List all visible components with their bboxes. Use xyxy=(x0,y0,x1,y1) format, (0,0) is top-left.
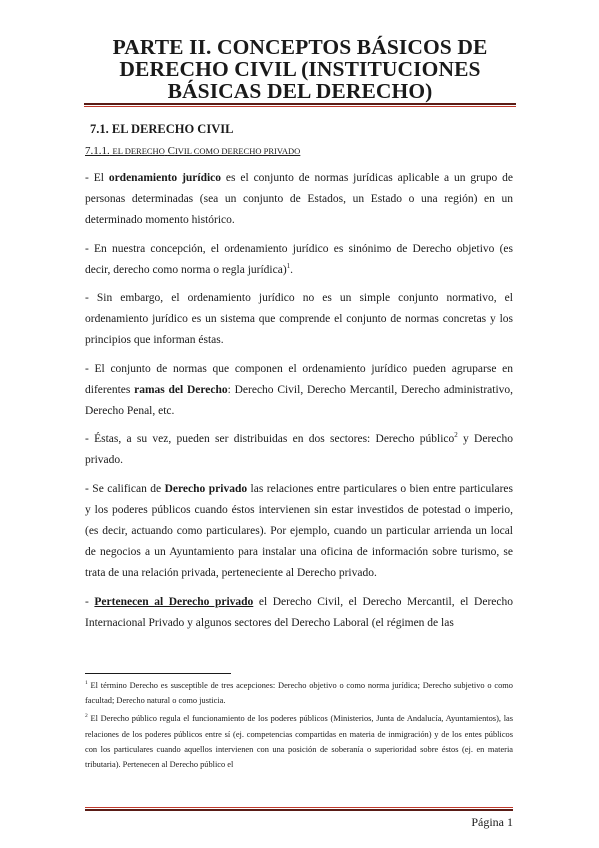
paragraph-6-text-c: las relaciones entre particulares o bien entre particulares y los poderes públicos cuando éstos intervienen sin estar investidos de potestad o imperio, (es decir, actuando como particulares). Por ejemplo, cuando un particular arrienda un local de negocios a un Ayuntamiento para instalar una oficina de información sobre turismo, se trata de una relación privada, perteneciente al Derecho privado. xyxy=(85,482,513,580)
body-text xyxy=(85,168,513,641)
footnote-2-text: El Derecho público regula el funcionamiento de los poderes públicos (Ministerios, Junta de Andalucía, Ayuntamientos), las relaciones de los poderes públicos entre sí (ej. competencias compartidas en materia de inmigración) y de los entes públicos con los particulares cuando aquellos intervienen con una posición de soberanía o superioridad sobre éstos (ej. en materia tributaria). Pertenecen al Derecho público el xyxy=(85,714,513,770)
footer-divider-red xyxy=(85,807,513,808)
page-title xyxy=(60,36,540,102)
section-heading: 7.1. EL DERECHO CIVIL xyxy=(90,122,234,136)
paragraph-4 xyxy=(85,359,513,423)
title-divider-dark xyxy=(84,103,516,105)
footnote-ref-2[interactable]: 2 xyxy=(454,431,458,440)
paragraph-2-text-b: . xyxy=(290,263,294,276)
paragraph-7-text-c: el Derecho Civil, el Derecho Mercantil, el Derecho Internacional Privado y algunos sectores del Derecho Laboral (el régimen de las xyxy=(85,595,514,629)
paragraph-4-text-c: : Derecho Civil, Derecho Mercantil, Derecho administrativo, Derecho Penal, etc. xyxy=(85,383,514,418)
title-divider-red xyxy=(84,106,516,107)
paragraph-4-text-a: - El conjunto de normas que componen el ordenamiento jurídico pueden agruparse en diferentes xyxy=(85,362,513,396)
paragraph-6-bold-term: Derecho privado xyxy=(164,482,248,495)
footnote-1-text: El término Derecho es susceptible de tres acepciones: Derecho objetivo o como norma jurídica; Derecho subjetivo o como facultad; Derecho natural o como justicia. xyxy=(85,681,513,706)
page-number-value: 1 xyxy=(507,815,513,829)
paragraph-1-text-a: - El xyxy=(85,172,109,184)
subsection-title-part-2: IVIL COMO DERECHO PRIVADO xyxy=(174,146,301,156)
paragraph-4-bold-term: ramas del Derecho xyxy=(134,383,228,396)
page-title-line-3: BÁSICAS DEL DERECHO) xyxy=(167,79,433,103)
paragraph-2 xyxy=(85,239,513,281)
page-title-line-2: DERECHO CIVIL (INSTITUCIONES xyxy=(119,57,481,81)
footnotes xyxy=(85,678,513,775)
paragraph-3: - Sin embargo, el ordenamiento jurídico no es un simple conjunto normativo, el ordenamiento jurídico es un sistema que comprende el conjunto de normas concretas y los principios que informan éstas. xyxy=(85,292,513,347)
paragraph-6 xyxy=(85,479,513,585)
page-number xyxy=(471,815,513,830)
paragraph-7-bold-term: Pertenecen al Derecho privado xyxy=(94,595,254,608)
paragraph-5-text-a: - Éstas, a su vez, pueden ser distribuidas en dos sectores: Derecho público xyxy=(85,433,455,446)
footnote-ref-1[interactable]: 1 xyxy=(286,261,291,270)
paragraph-6-text-a: - Se califican de xyxy=(85,482,165,495)
paragraph-7 xyxy=(85,592,513,634)
paragraph-1 xyxy=(85,168,513,232)
paragraph-1-text-c: es el conjunto de normas jurídicas aplicable a un grupo de personas determinadas (sea un conjunto de Estados, un Estado o una región) en un determinado momento histórico. xyxy=(85,172,513,227)
paragraph-7-text-a: - xyxy=(85,595,95,608)
page-title-line-1: PARTE II. CONCEPTOS BÁSICOS DE xyxy=(112,35,488,59)
footnote-1-mark: 1 xyxy=(85,680,88,687)
paragraph-1-bold-term: ordenamiento jurídico xyxy=(108,172,222,184)
footnote-2 xyxy=(85,711,513,772)
footnote-separator xyxy=(85,673,231,674)
page-number-label: Página xyxy=(471,815,504,829)
subsection-title-part-1: EL DERECHO xyxy=(112,146,165,156)
footnote-2-mark: 2 xyxy=(85,713,88,720)
paragraph-5 xyxy=(85,429,513,471)
paragraph-2-text-a: - En nuestra concepción, el ordenamiento jurídico es sinónimo de Derecho objetivo (es decir, derecho como norma o regla jurídica) xyxy=(85,242,513,276)
subsection-heading xyxy=(85,145,300,157)
paragraph-5-text-b: y Derecho privado. xyxy=(85,433,513,467)
footer-divider-dark xyxy=(85,809,513,811)
subsection-title-initial: C xyxy=(167,145,175,157)
subsection-number: 7.1.1. xyxy=(85,145,110,157)
footnote-1 xyxy=(85,678,513,708)
